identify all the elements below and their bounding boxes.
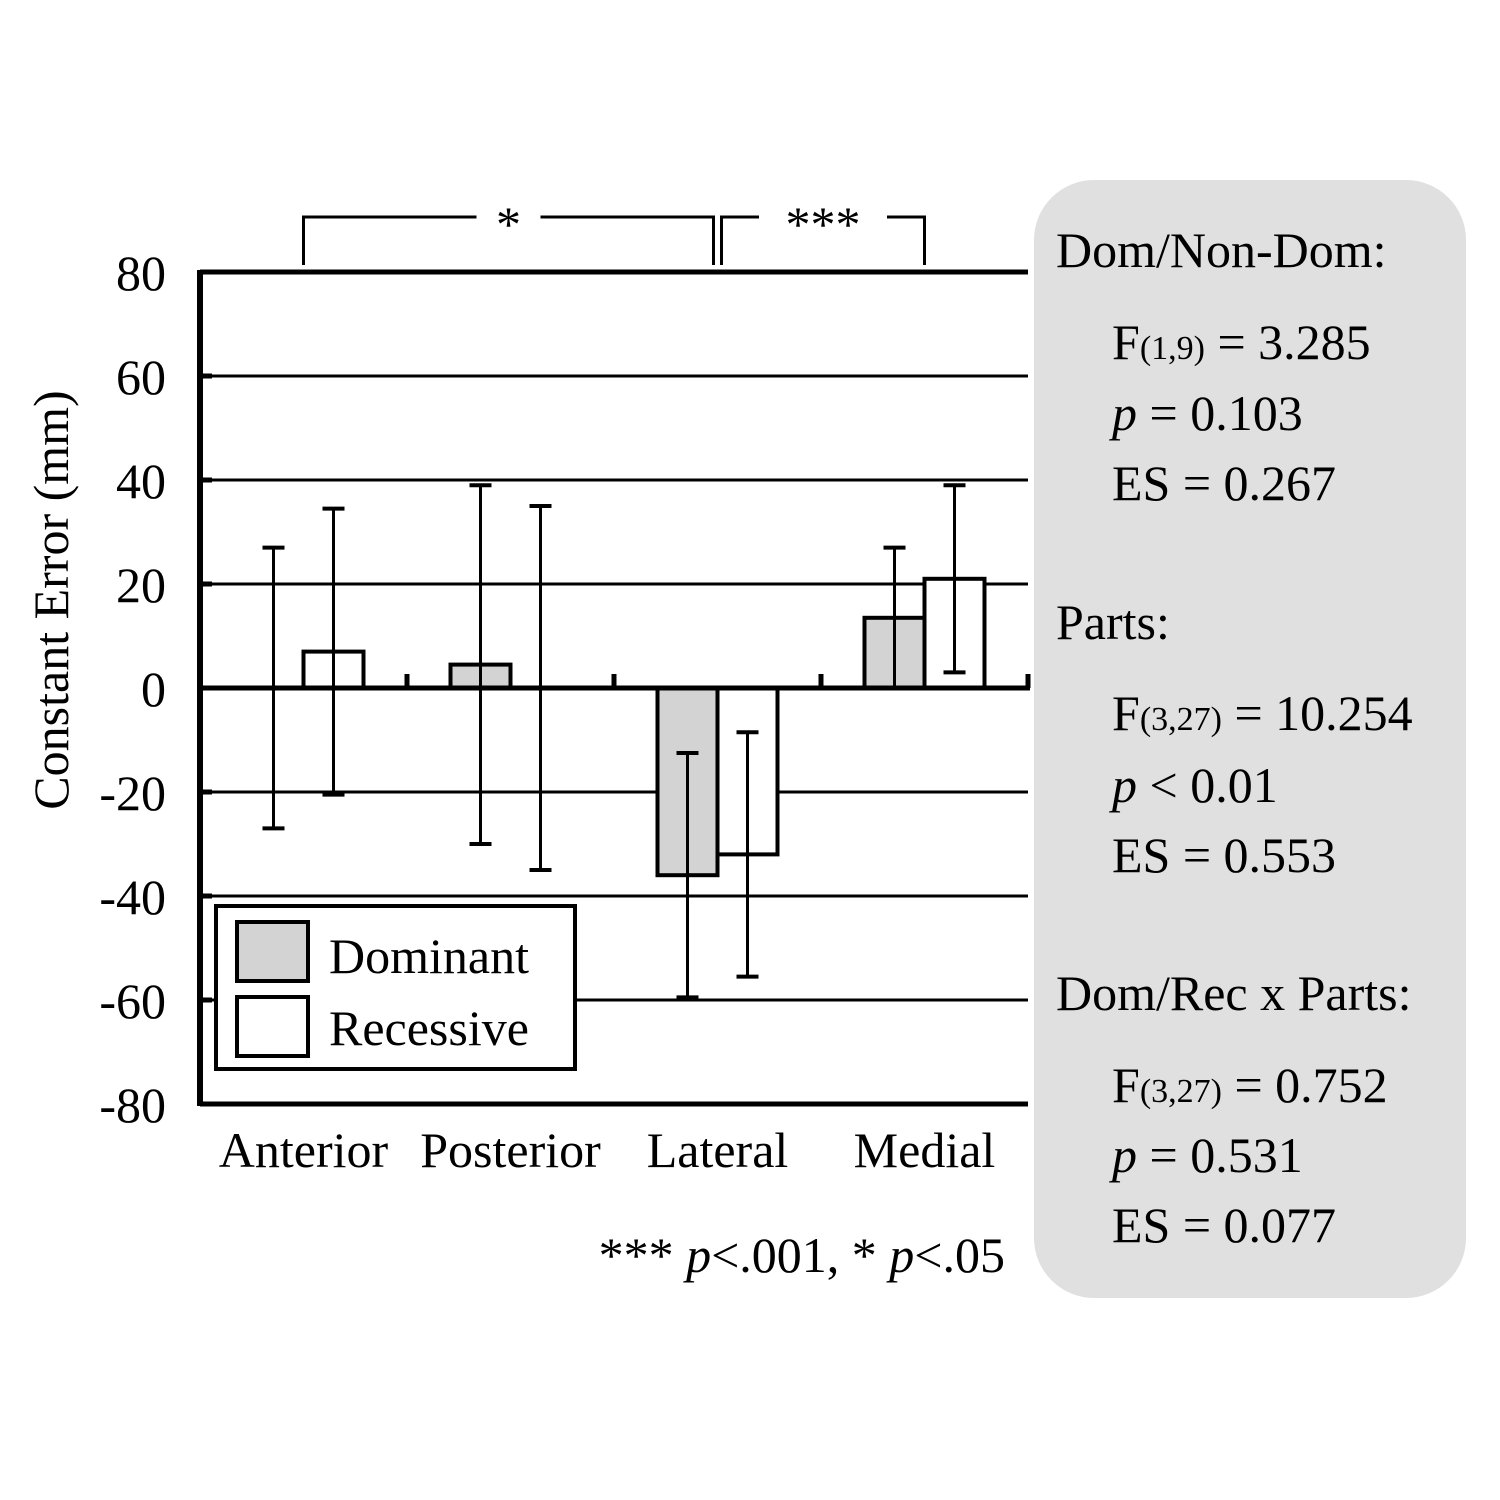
legend-swatch-dominant: [237, 922, 308, 981]
stat-es-interaction: ES = 0.077: [1112, 1197, 1337, 1253]
legend: [216, 906, 575, 1069]
stat-p-parts: p < 0.01: [1112, 757, 1278, 813]
x-tick-labels: [219, 1122, 996, 1178]
y-tick-label: 0: [141, 661, 166, 717]
significance-bracket: [887, 217, 925, 265]
significance-footnote: *** p<.001, * p<.05: [598, 1227, 1005, 1283]
legend-swatch-recessive: [237, 997, 308, 1056]
significance-brackets: [304, 196, 925, 265]
stat-title-dom-nondom: Dom/Non-Dom:: [1056, 222, 1387, 278]
x-tick-label: Anterior: [218, 1122, 389, 1178]
x-tick-label: Posterior: [420, 1122, 601, 1178]
stat-title-parts: Parts:: [1056, 594, 1170, 650]
x-tick-label: Lateral: [646, 1122, 789, 1178]
y-tick-label: -20: [99, 765, 166, 821]
legend-label-recessive: Recessive: [329, 1000, 529, 1056]
significance-bracket: [541, 217, 714, 265]
statistics-panel: [1034, 180, 1466, 1298]
significance-bracket: [722, 217, 760, 265]
significance-bracket: [304, 217, 477, 265]
bars: [304, 579, 985, 875]
y-tick-labels: [99, 245, 166, 1133]
y-tick-label: -40: [99, 869, 166, 925]
x-tick-label: Medial: [853, 1122, 996, 1178]
significance-label: ***: [785, 196, 861, 252]
y-tick-label: -80: [99, 1077, 166, 1133]
stat-es-parts: ES = 0.553: [1112, 827, 1337, 883]
stat-f-parts: F(3,27) = 10.254: [1112, 685, 1413, 741]
y-axis-label: Constant Error (mm): [23, 390, 79, 810]
y-tick-label: 80: [116, 245, 166, 301]
stat-title-interaction: Dom/Rec x Parts:: [1056, 965, 1412, 1021]
y-tick-label: 40: [116, 453, 166, 509]
stat-p-dom-nondom: p = 0.103: [1112, 385, 1303, 441]
y-tick-label: -60: [99, 973, 166, 1029]
legend-label-dominant: Dominant: [329, 928, 529, 984]
stat-p-interaction: p = 0.531: [1112, 1127, 1303, 1183]
significance-label: *: [496, 196, 521, 252]
stat-es-dom-nondom: ES = 0.267: [1112, 455, 1337, 511]
y-tick-label: 60: [116, 349, 166, 405]
stat-f-dom-nondom: F(1,9) = 3.285: [1112, 314, 1371, 370]
y-tick-label: 20: [116, 557, 166, 613]
stat-f-interaction: F(3,27) = 0.752: [1112, 1057, 1388, 1113]
